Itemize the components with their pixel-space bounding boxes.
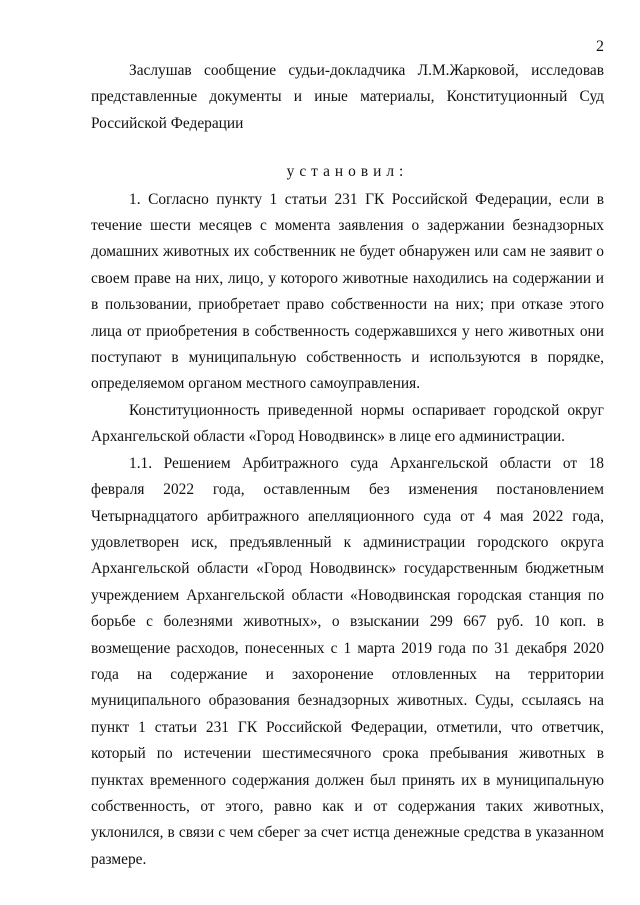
paragraph-1-1: 1.1. Решением Арбитражного суда Архангельской области от 18 февраля 2022 года, оставленным без изменения постановлением Четырнадцатого арбитражного апелляционного суда от 4 мая 2022 года, удовлетворен иск, предъявленный к администрации городского округа Архангельской области «Город Новодвинск» государственным бюджетным учреждением Архангельской области «Новодвинская городская станция по борьбе с болезнями животных», о взыскании 299 667 руб. 10 коп. в возмещение расходов, понесенных с 1 марта 2019 года по 31 декабря 2020 года на содержание и захоронение отловленных на территории муниципального образования безнадзорных животных. Суды, ссылаясь на пункт 1 статьи 231 ГК Российской Федерации, отметили, что ответчик, который по истечении шестимесячного срока пребывания животных в пунктах временного содержания должен был принять их в муниципальную собственность, от этого, равно как и от содержания таких животных, уклонился, в связи с чем сберег за счет истца денежные средства в указанном размере. [91,454,604,868]
document-body [91,58,604,873]
section-heading: установил: [286,163,409,181]
page-number: 2 [596,38,604,55]
paragraph-1: 1. Согласно пункту 1 статьи 231 ГК Российской Федерации, если в течение шести месяцев с момента заявления о задержании безнадзорных домашних животных их собственник не будет обнаружен или сам не заявит о своем праве на них, лицо, у которого животные находились на содержании и в пользовании, приобретает право собственности на них; при отказе этого лица от приобретения в собственность содержавшихся у него животных они поступают в муниципальную собственность и используются в порядке, определяемом органом местного самоуправления. [91,190,604,393]
intro-paragraph: Заслушав сообщение судьи-докладчика Л.М.Жарковой, исследовав представленные документы и иные материалы, Конституционный Суд Российской Федерации [91,62,604,132]
paragraph-2: Конституционность приведенной нормы оспаривает городской округ Архангельской области «Город Новодвинск» в лице его администрации. [91,401,604,446]
